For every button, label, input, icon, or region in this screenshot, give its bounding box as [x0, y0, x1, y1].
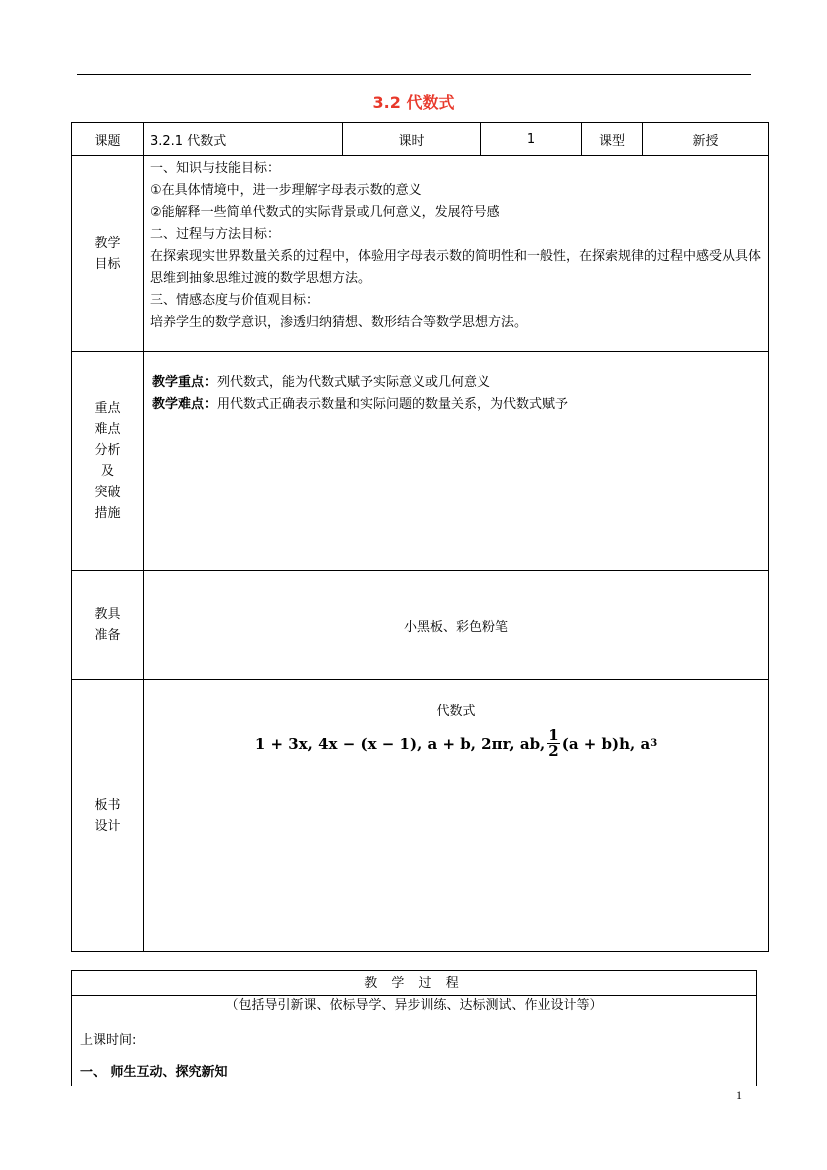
goal-line: 培养学生的数学意识，渗透归纳猜想、数形结合等数学思想方法。 — [150, 315, 528, 330]
process-title: 教 学 过 程 — [72, 971, 757, 996]
board-label: 板书 设计 — [72, 680, 144, 952]
period-value: 1 — [481, 123, 582, 156]
goals-content — [144, 156, 769, 352]
goal-line: 在探索现实世界数量关系的过程中，体验用字母表示数的简明性和一般性，在探索规律的过程中感受从具体思维到抽象思维过渡的数学思想方法。 — [150, 249, 762, 286]
focus-line: 教学重点：列代数式，能为代数式赋予实际意义或几何意义 — [152, 375, 491, 390]
keypoints-label: 重点 难点 分析 及 突破 措施 — [72, 352, 144, 571]
topic-value: 3.2.1 代数式 — [144, 123, 343, 156]
goals-row — [72, 156, 769, 352]
formula-left: 1 + 3x, 4x − (x − 1), a + b, 2πr, ab, — [254, 734, 546, 753]
goals-label: 教学 目标 — [72, 156, 144, 352]
board-formula — [255, 728, 657, 759]
board-row — [72, 680, 769, 952]
header-row — [72, 123, 769, 156]
page-title: 3.2 代数式 — [372, 93, 455, 112]
section-heading: 一、 师生互动、探究新知 — [80, 1065, 228, 1080]
process-subtitle: （包括导引新课、依标导学、异步训练、达标测试、作业设计等） — [225, 998, 603, 1013]
keypoints-content — [144, 352, 769, 571]
tools-content: 小黑板、彩色粉笔 — [144, 571, 769, 680]
lesson-plan-table — [71, 122, 769, 952]
topic-label: 课题 — [72, 123, 144, 156]
formula-fraction: $\frac{1}{2}$ — [548, 726, 559, 760]
header-rule — [77, 74, 751, 75]
tools-row — [72, 571, 769, 680]
formula-exponent: 3 — [650, 738, 658, 749]
formula-right: (a + b)h, a — [561, 734, 651, 753]
type-value: 新授 — [643, 123, 769, 156]
board-heading: 代数式 — [436, 704, 476, 719]
difficulty-line: 教学难点：用代数式正确表示数量和实际问题的数量关系，为代数式赋予 — [152, 397, 569, 412]
process-table — [71, 970, 757, 1086]
goal-line: 三、情感态度与价值观目标： — [150, 293, 320, 308]
type-label: 课型 — [582, 123, 643, 156]
goal-line: ①在具体情境中，进一步理解字母表示数的意义 — [150, 183, 422, 198]
goal-line: 二、过程与方法目标： — [150, 227, 281, 242]
goal-line: 一、知识与技能目标： — [150, 161, 281, 176]
goal-line: ②能解释一些简单代数式的实际背景或几何意义，发展符号感 — [150, 205, 500, 220]
page-number: 1 — [736, 1088, 742, 1102]
class-time-label: 上课时间: — [80, 1033, 137, 1048]
board-content — [144, 680, 769, 952]
tools-label: 教具 准备 — [72, 571, 144, 680]
keypoints-row — [72, 352, 769, 571]
period-label: 课时 — [343, 123, 481, 156]
process-body — [72, 996, 757, 1087]
